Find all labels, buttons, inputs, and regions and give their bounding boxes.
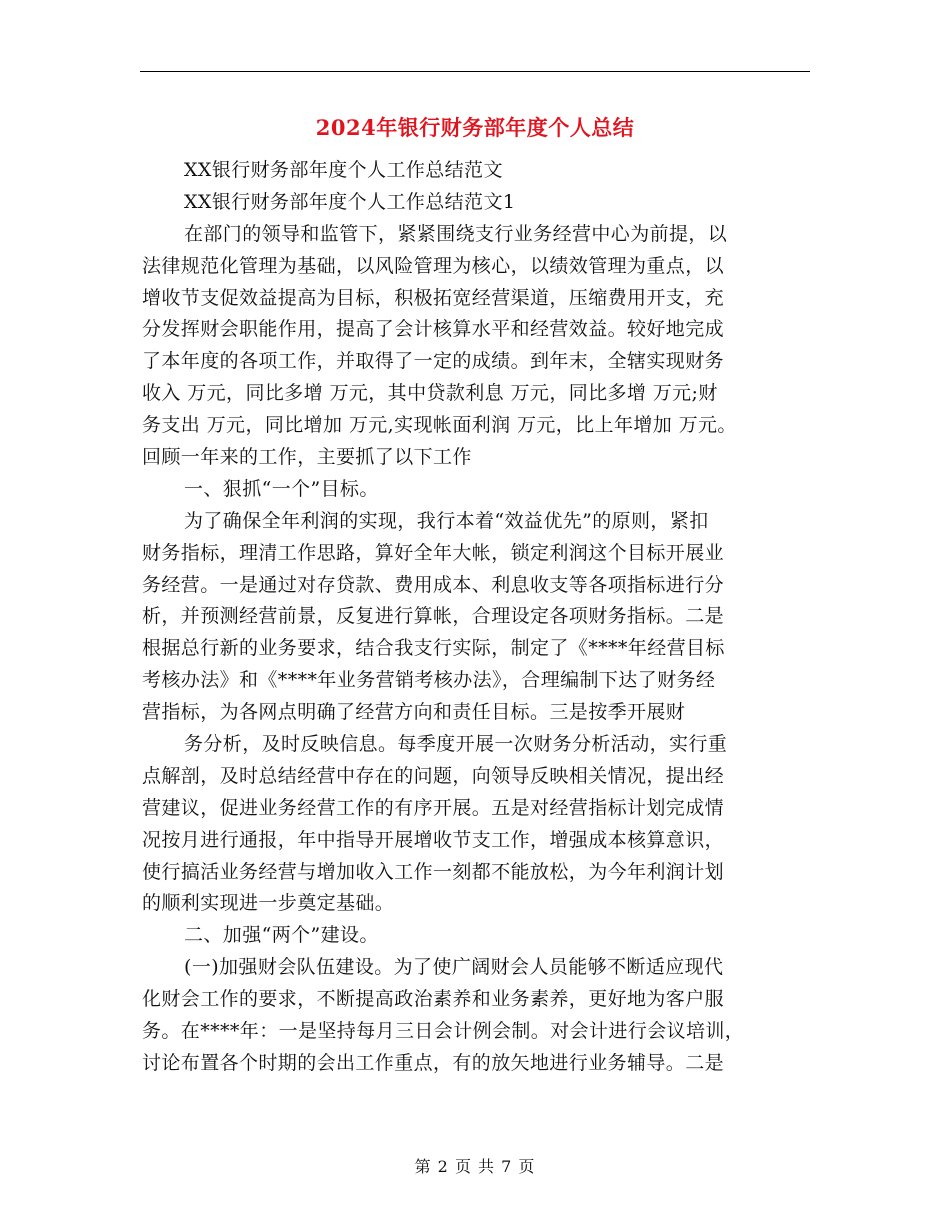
document-title: 2024年银行财务部年度个人总结 [315,115,635,140]
text-line: 收入 万元，同比多增 万元，其中贷款利息 万元，同比多增 万元;财 [142,382,718,405]
header-rule [140,71,810,72]
text-line: 的顺利实现进一步奠定基础。 [142,892,395,915]
text-line: 务经营。一是通过对存贷款、费用成本、利息收支等各项指标进行分 [142,573,725,596]
text-line: 化财会工作的要求，不断提高政治素养和业务素养，更好地为客户服 [142,988,725,1011]
text-line: 营建议，促进业务经营工作的有序开展。五是对经营指标计划完成情 [142,796,725,819]
text-line: 回顾一年来的工作，主要抓了以下工作 [142,446,472,469]
text-line: XX银行财务部年度个人工作总结范文 [184,159,503,181]
text-line: 讨论布置各个时期的会出工作重点，有的放矢地进行业务辅导。二是 [142,1051,725,1074]
page-number: 第 2 页 共 7 页 [414,1157,536,1176]
text-line: 营指标，为各网点明确了经营方向和责任目标。三是按季开展财 [142,701,686,724]
text-line: 二、加强“两个”建设。 [184,924,379,947]
text-line: 务。在****年：一是坚持每月三日会计例会制。对会计进行会议培训， [142,1020,745,1043]
document-body [142,155,814,1080]
text-line: 增收节支促效益提高为目标，积极拓宽经营渠道，压缩费用开支，充 [142,286,725,309]
text-line: 使行搞活业务经营与增加收入工作一刻都不能放松，为今年利润计划 [142,860,725,883]
text-line: 了本年度的各项工作，并取得了一定的成绩。到年末，全辖实现财务 [142,350,725,373]
text-line: (一)加强财会队伍建设。为了使广阔财会人员能够不断适应现代 [184,956,724,979]
text-line: 根据总行新的业务要求，结合我支行实际，制定了《****年经营目标 [142,637,725,660]
text-line: 务支出 万元，同比增加 万元,实现帐面利润 万元，比上年增加 万元。 [142,414,737,437]
text-line: 析，并预测经营前景，反复进行算帐，合理设定各项财务指标。二是 [142,605,725,628]
text-line: 况按月进行通报，年中指导开展增收节支工作，增强成本核算意识， [142,828,725,851]
text-line: 法律规范化管理为基础，以风险管理为核心，以绩效管理为重点，以 [142,254,725,277]
text-line: 分发挥财会职能作用，提高了会计核算水平和经营效益。较好地完成 [142,318,725,341]
text-line: XX银行财务部年度个人工作总结范文1 [184,190,516,213]
text-line: 点解剖，及时总结经营中存在的问题，向领导反映相关情况，提出经 [142,764,725,787]
text-line: 为了确保全年利润的实现，我行本着“效益优先”的原则，紧扣 [184,509,709,532]
text-line: 一、狠抓“一个”目标。 [184,477,379,500]
text-line: 在部门的领导和监管下，紧紧围绕支行业务经营中心为前提，以 [184,222,728,245]
text-line: 财务指标，理清工作思路，算好全年大帐，锁定利润这个目标开展业 [142,541,725,564]
text-line: 考核办法》和《****年业务营销考核办法》，合理编制下达了财务经 [142,669,716,692]
text-line: 务分析，及时反映信息。每季度开展一次财务分析活动，实行重 [184,733,728,756]
